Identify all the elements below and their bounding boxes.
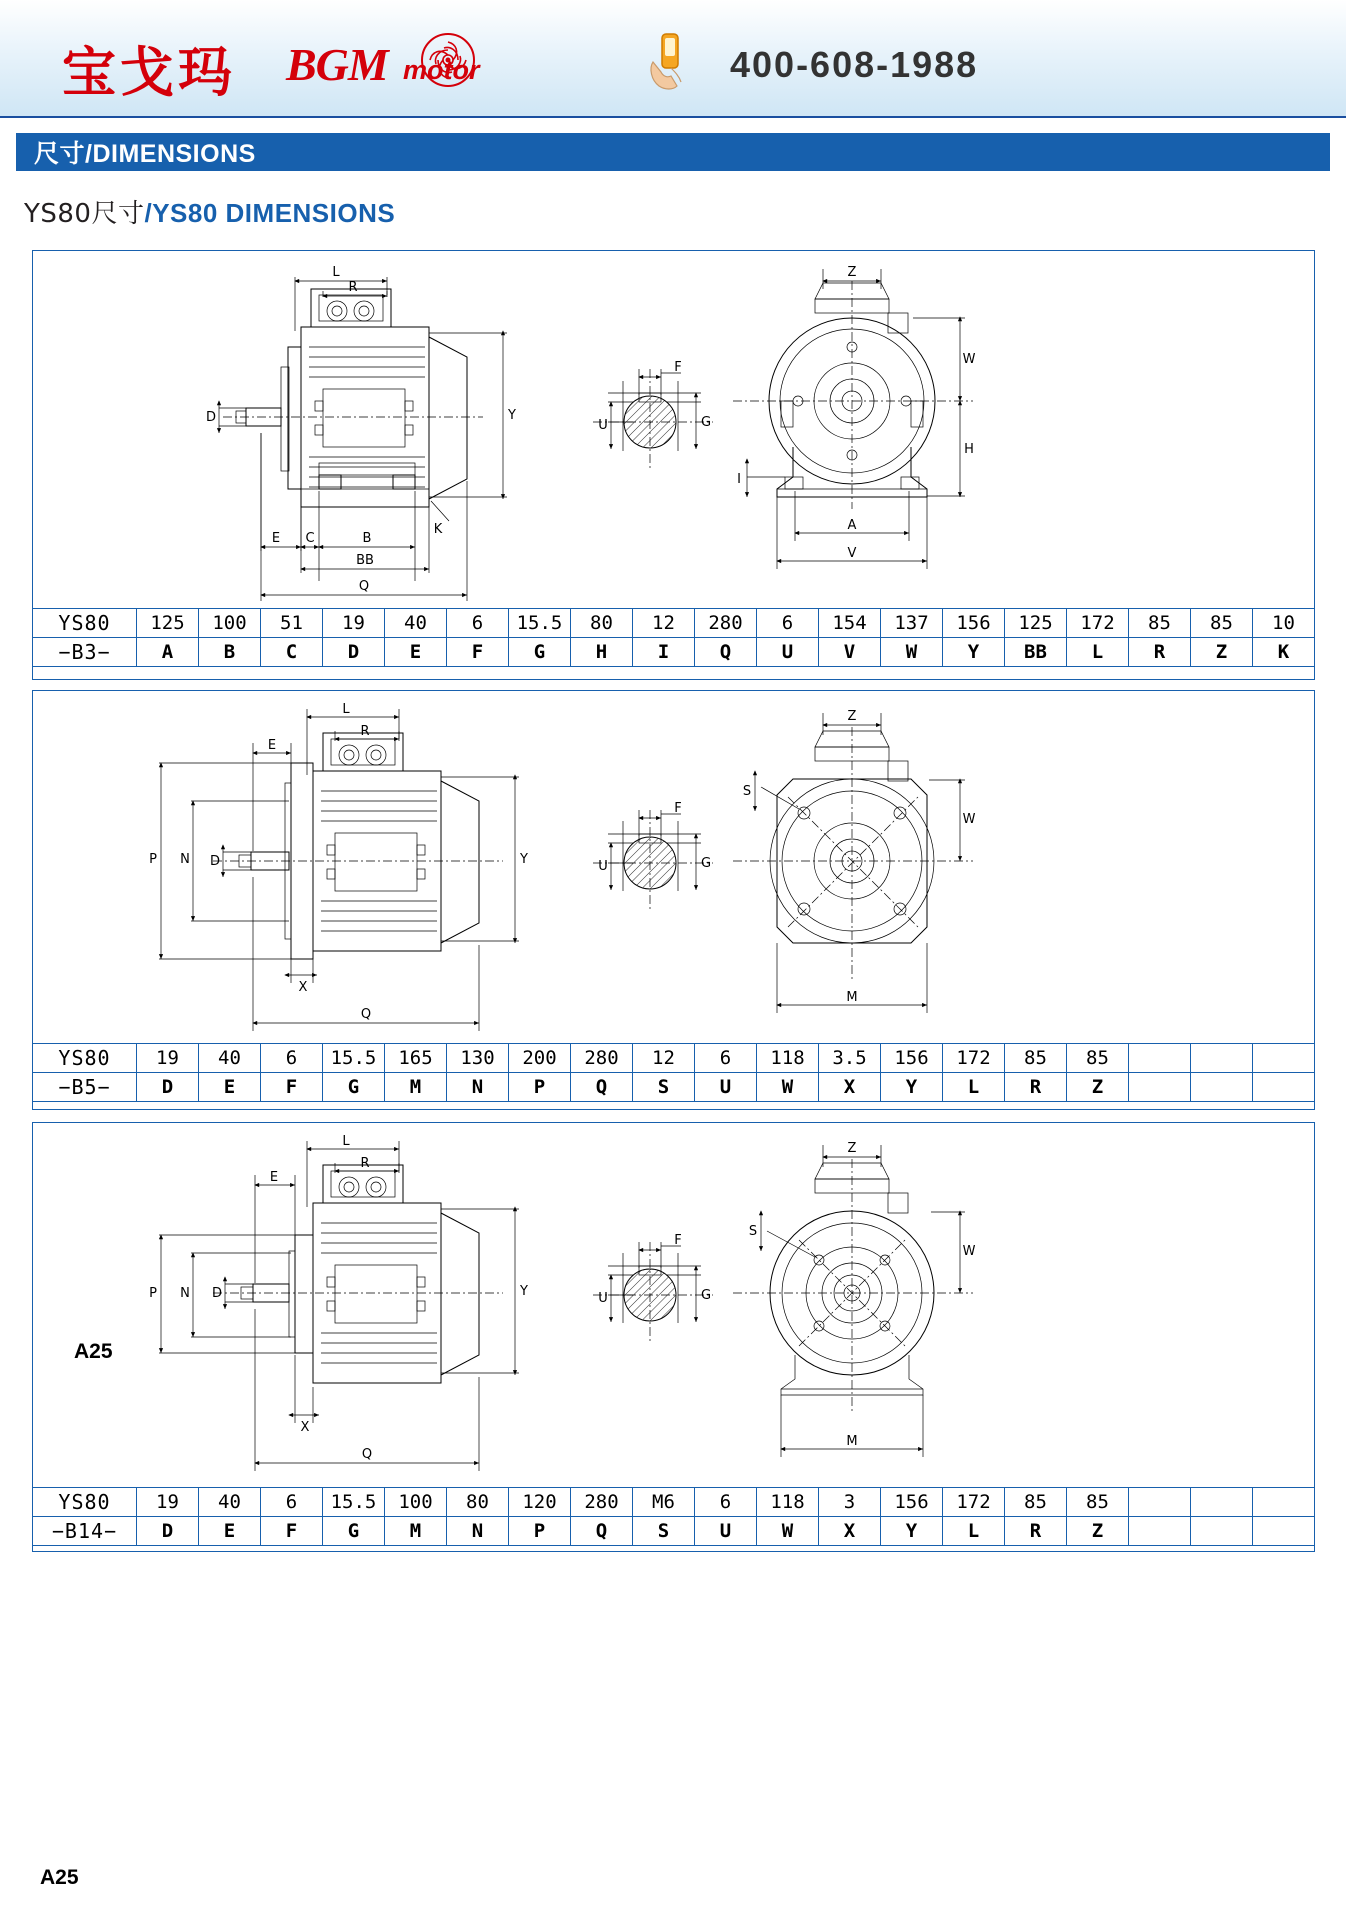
cell-symbol: Z [1067,1517,1129,1546]
cell-empty [1129,1488,1191,1517]
cell-symbol: Y [881,1517,943,1546]
row-label-bottom-b5: −B5− [33,1073,137,1102]
cell-value: 125 [1005,609,1067,638]
cell-value: 85 [1191,609,1253,638]
cell-value: 40 [199,1044,261,1073]
cell-empty [1129,1044,1191,1073]
svg-text:U: U [598,859,608,874]
cell-value: 125 [137,609,199,638]
cell-value: 15.5 [323,1044,385,1073]
svg-text:F: F [674,360,682,375]
section-title-bar [16,133,1330,171]
cell-value: 19 [323,609,385,638]
cell-value: 85 [1067,1488,1129,1517]
svg-text:E: E [269,1170,279,1185]
svg-text:E: E [271,531,281,546]
cell-value: 6 [695,1488,757,1517]
cell-symbol: Q [695,638,757,667]
cell-symbol: S [633,1517,695,1546]
svg-text:Y: Y [520,1284,528,1299]
page-header [0,0,1346,118]
cell-value: 137 [881,609,943,638]
cell-empty [1253,1044,1315,1073]
cell-value: 130 [447,1044,509,1073]
svg-text:Y: Y [508,408,516,423]
row-label-bottom-b14: −B14− [33,1517,137,1546]
dimensions-table-b3 [32,608,1315,667]
cell-value: 156 [943,609,1005,638]
cell-value: 10 [1253,609,1315,638]
svg-text:D: D [211,1286,223,1301]
cell-symbol: G [323,1517,385,1546]
cell-value: 6 [757,609,819,638]
cell-symbol: F [261,1517,323,1546]
svg-text:K: K [433,522,443,537]
cell-value: 3 [819,1488,881,1517]
cell-symbol: W [881,638,943,667]
cell-symbol: R [1129,638,1191,667]
cell-value: 156 [881,1044,943,1073]
cell-value: M6 [633,1488,695,1517]
brand-logo-bgm: BGM [286,39,388,90]
cell-value: 165 [385,1044,447,1073]
svg-text:N: N [180,1286,190,1301]
cell-empty [1129,1073,1191,1102]
cell-value: 12 [633,609,695,638]
cell-value: 156 [881,1488,943,1517]
table-row-symbols-b3 [33,638,1315,667]
side-page-code: A25 [74,1340,113,1363]
row-label-top-b5: YS80 [33,1044,137,1073]
cell-value: 118 [757,1488,819,1517]
cell-symbol: I [633,638,695,667]
cell-value: 118 [757,1044,819,1073]
svg-text:R: R [360,1156,370,1171]
cell-symbol: BB [1005,638,1067,667]
page-subtitle [24,193,395,230]
cell-value: 6 [261,1044,323,1073]
cell-symbol: N [447,1073,509,1102]
svg-text:M: M [846,1434,858,1449]
svg-text:M: M [846,990,858,1005]
svg-text:L: L [332,265,340,280]
cell-symbol: R [1005,1517,1067,1546]
cell-symbol: D [137,1517,199,1546]
row-label-bottom-b3: −B3− [33,638,137,667]
cell-value: 154 [819,609,881,638]
svg-text:S: S [742,784,752,799]
cell-symbol: P [509,1517,571,1546]
svg-text:U: U [598,418,608,433]
subtitle-chinese: YS80尺寸 [24,199,145,229]
cell-value: 40 [199,1488,261,1517]
svg-text:N: N [180,852,190,867]
cell-symbol: H [571,638,633,667]
page-number: A25 [40,1866,79,1889]
table-row-values-b3 [33,609,1315,638]
cell-value: 6 [695,1044,757,1073]
cell-value: 15.5 [509,609,571,638]
svg-text:Q: Q [360,1007,372,1022]
cell-symbol: D [137,1073,199,1102]
svg-text:L: L [342,1134,350,1149]
cell-symbol: M [385,1517,447,1546]
svg-text:V: V [847,546,857,561]
cell-value: 6 [447,609,509,638]
svg-text:F: F [674,1233,682,1248]
cell-symbol: E [199,1517,261,1546]
svg-text:S: S [748,1224,758,1239]
row-label-top-b3: YS80 [33,609,137,638]
cell-value: 280 [695,609,757,638]
cell-value: 6 [261,1488,323,1517]
cell-value: 172 [1067,609,1129,638]
svg-text:Z: Z [847,709,857,724]
cell-value: 80 [571,609,633,638]
svg-text:C: C [305,531,315,546]
svg-text:P: P [149,1286,157,1301]
cell-symbol: Q [571,1073,633,1102]
svg-text:W: W [962,1244,976,1259]
svg-text:Z: Z [847,1141,857,1156]
svg-text:H: H [964,442,974,457]
subtitle-english: /YS80 DIMENSIONS [144,198,396,228]
cell-symbol: X [819,1517,881,1546]
brand-logo-chinese: 宝戈玛 [62,41,236,104]
cell-symbol: V [819,638,881,667]
cell-value: 120 [509,1488,571,1517]
table-row-values-b5 [33,1044,1315,1073]
svg-text:B: B [362,531,372,546]
cell-symbol: D [323,638,385,667]
cell-symbol: C [261,638,323,667]
cell-value: 85 [1067,1044,1129,1073]
cell-symbol: Z [1191,638,1253,667]
cell-value: 51 [261,609,323,638]
svg-text:W: W [962,352,976,367]
section-title-text: 尺寸/DIMENSIONS [34,140,256,168]
cell-empty [1253,1488,1315,1517]
table-row-symbols-b14 [33,1517,1315,1546]
cell-symbol: W [757,1517,819,1546]
svg-text:P: P [149,852,157,867]
cell-value: 80 [447,1488,509,1517]
svg-text:G: G [700,1288,712,1303]
cell-symbol: R [1005,1073,1067,1102]
cell-value: 85 [1005,1488,1067,1517]
cell-symbol: U [757,638,819,667]
table-row-values-b14 [33,1488,1315,1517]
phone-handset-icon [645,32,693,94]
cell-symbol: Q [571,1517,633,1546]
svg-text:A: A [847,518,857,533]
cell-symbol: U [695,1517,757,1546]
cell-symbol: F [261,1073,323,1102]
cell-symbol: B [199,638,261,667]
svg-text:R: R [348,280,358,295]
cell-symbol: G [509,638,571,667]
cell-value: 172 [943,1044,1005,1073]
svg-text:I: I [737,472,741,487]
svg-text:W: W [962,812,976,827]
cell-value: 100 [199,609,261,638]
cell-value: 12 [633,1044,695,1073]
cell-symbol: U [695,1073,757,1102]
cell-symbol: L [943,1073,1005,1102]
cell-symbol: P [509,1073,571,1102]
dimensions-table-b5 [32,1043,1315,1102]
cell-symbol: F [447,638,509,667]
cell-value: 15.5 [323,1488,385,1517]
cell-symbol: E [199,1073,261,1102]
cell-symbol: E [385,638,447,667]
cell-symbol: G [323,1073,385,1102]
svg-text:G: G [700,856,712,871]
cell-value: 100 [385,1488,447,1517]
cell-empty [1129,1517,1191,1546]
cell-symbol: Y [881,1073,943,1102]
cell-empty [1191,1488,1253,1517]
cell-value: 3.5 [819,1044,881,1073]
svg-text:BB: BB [356,553,374,568]
svg-text:F: F [674,801,682,816]
contact-phone-number: 400-608-1988 [730,44,979,85]
svg-text:D: D [209,854,221,869]
cell-value: 19 [137,1044,199,1073]
svg-text:D: D [205,410,217,425]
cell-empty [1253,1517,1315,1546]
svg-text:L: L [342,702,350,717]
cell-empty [1191,1044,1253,1073]
svg-text:X: X [300,1420,310,1435]
cell-symbol: K [1253,638,1315,667]
cell-symbol: N [447,1517,509,1546]
svg-text:Y: Y [520,852,528,867]
svg-text:Q: Q [358,579,370,594]
svg-text:U: U [598,1291,608,1306]
dimensions-table-b14 [32,1487,1315,1546]
svg-text:R: R [360,724,370,739]
svg-text:Q: Q [361,1447,373,1462]
cell-value: 40 [385,609,447,638]
cell-value: 200 [509,1044,571,1073]
cell-value: 85 [1005,1044,1067,1073]
cell-symbol: L [943,1517,1005,1546]
cell-value: 19 [137,1488,199,1517]
cell-value: 280 [571,1044,633,1073]
cell-symbol: Z [1067,1073,1129,1102]
table-row-symbols-b5 [33,1073,1315,1102]
cell-symbol: Y [943,638,1005,667]
svg-text:E: E [267,738,277,753]
svg-text:G: G [700,415,712,430]
cell-empty [1191,1073,1253,1102]
cell-symbol: L [1067,638,1129,667]
brand-logo-motor: motor [403,55,480,85]
cell-value: 280 [571,1488,633,1517]
cell-empty [1253,1073,1315,1102]
cell-symbol: W [757,1073,819,1102]
cell-empty [1191,1517,1253,1546]
cell-value: 85 [1129,609,1191,638]
cell-symbol: M [385,1073,447,1102]
cell-symbol: S [633,1073,695,1102]
svg-text:X: X [298,980,308,995]
svg-text:Z: Z [847,265,857,280]
cell-symbol: A [137,638,199,667]
cell-symbol: X [819,1073,881,1102]
row-label-top-b14: YS80 [33,1488,137,1517]
cell-value: 172 [943,1488,1005,1517]
